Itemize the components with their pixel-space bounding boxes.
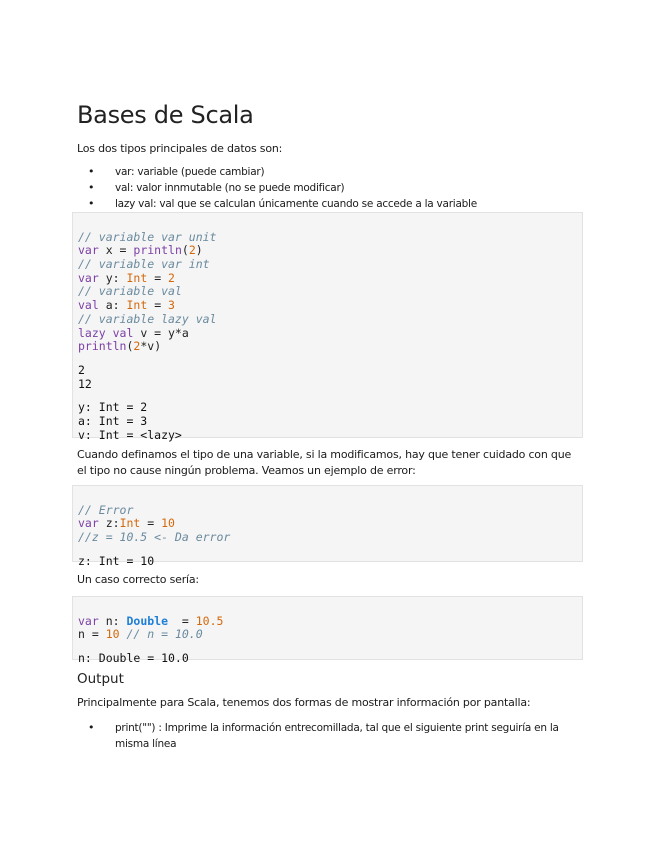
code-result-line: v: Int = <lazy> [78, 427, 182, 442]
code-type: Double [126, 613, 169, 628]
code-block-error [72, 485, 583, 568]
types-list [77, 164, 477, 212]
code-text: = [147, 298, 169, 313]
list-item: • val: valor innmutable (no se puede modificar) [77, 180, 477, 196]
code-comment: // variable var int [78, 257, 210, 272]
code-text: n: [98, 613, 127, 628]
code-text: ( [126, 339, 134, 354]
list-item: • var: variable (puede cambiar) [77, 164, 477, 180]
code-function: println [78, 339, 127, 354]
code-text: = [140, 516, 162, 531]
output-methods-list [77, 720, 577, 752]
code-keyword: var [78, 243, 99, 258]
code-comment: //z = 10.5 <- Da error [78, 530, 231, 545]
code-text: ) [195, 243, 203, 258]
code-text: ( [181, 243, 189, 258]
code-text: = [147, 270, 169, 285]
code-block-variables [72, 212, 583, 442]
code-comment: // n = 10.0 [119, 627, 203, 642]
code-number: 2 [168, 270, 175, 285]
code-number: 10 [161, 516, 175, 531]
code-block-correct [72, 596, 583, 666]
code-result-line: z: Int = 10 [78, 553, 155, 568]
code-output-line: 12 [78, 376, 92, 391]
page-title: Bases de Scala [77, 101, 254, 129]
list-item: • lazy val: val que se calculan únicamente cuando se accede a la variable [77, 196, 477, 212]
code-text: *v) [140, 339, 162, 354]
code-keyword: var [78, 270, 99, 285]
code-text: y: [98, 270, 127, 285]
type-warning-paragraph: Cuando definamos el tipo de una variable, si la modificamos, hay que tener cuidado con que el tipo no cause ningún problema. Veamos un ejemplo de error: [77, 448, 572, 477]
code-number: 3 [168, 298, 175, 313]
code-number: 2 [188, 243, 196, 258]
output-intro-paragraph: Principalmente para Scala, tenemos dos formas de mostrar información por pantalla: [77, 696, 531, 709]
code-text: n = [78, 627, 106, 642]
code-number: 10 [105, 627, 120, 642]
code-keyword: var [78, 516, 99, 531]
code-comment: // variable lazy val [78, 311, 217, 326]
code-text: x = [98, 243, 134, 258]
code-text: z: [98, 516, 120, 531]
code-number: 2 [133, 339, 141, 354]
code-keyword: lazy val [78, 325, 134, 340]
code-number: 10.5 [195, 613, 224, 628]
code-type: Int [119, 516, 141, 531]
code-type: Int [126, 270, 148, 285]
section-heading-output: Output [77, 671, 124, 687]
correct-case-paragraph: Un caso correcto sería: [77, 573, 199, 586]
intro-paragraph: Los dos tipos principales de datos son: [77, 142, 283, 155]
code-result-line: y: Int = 2 [78, 400, 148, 415]
code-keyword: var [78, 613, 99, 628]
code-result-line: a: Int = 3 [78, 413, 148, 428]
code-text: a: [98, 298, 127, 313]
code-comment: // variable var unit [78, 229, 217, 244]
code-function: println [133, 243, 182, 258]
code-keyword: val [78, 298, 99, 313]
code-text: = [168, 613, 196, 628]
code-comment: // Error [78, 502, 134, 517]
list-item: • print("") : Imprime la información entrecomillada, tal que el siguiente print seguiría en la misma línea [77, 720, 577, 752]
code-type: Int [126, 298, 148, 313]
code-text: v = y*a [133, 325, 189, 340]
code-comment: // variable val [78, 284, 182, 299]
code-output-line: 2 [78, 362, 85, 377]
code-result-line: n: Double = 10.0 [78, 651, 189, 666]
